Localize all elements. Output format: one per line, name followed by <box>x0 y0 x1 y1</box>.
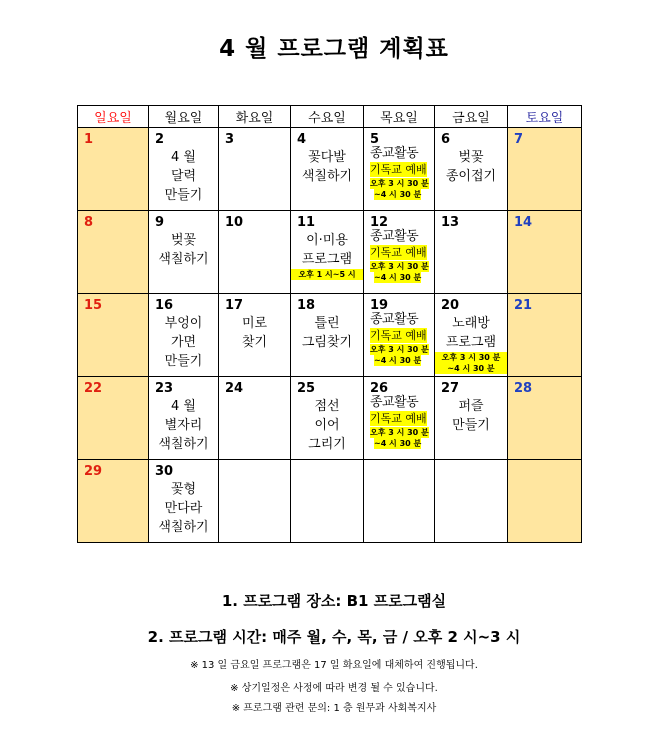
day-cell-5 <box>364 128 435 211</box>
activity <box>291 397 363 454</box>
day-number: 26 <box>370 381 389 396</box>
weekday-wednesday: 수요일 <box>291 106 364 128</box>
activity <box>149 148 218 205</box>
week-row-4 <box>78 377 582 460</box>
religion-activity <box>370 229 429 283</box>
day-number: 25 <box>297 381 316 396</box>
religion-time-start: 오후 3 시 30 분 <box>370 262 429 271</box>
week-row-2 <box>78 211 582 294</box>
activity-line: 미로 <box>241 316 268 331</box>
day-cell-22 <box>78 377 149 460</box>
activity <box>291 314 363 352</box>
day-cell-30 <box>149 460 219 543</box>
activity <box>219 314 290 352</box>
activity-line: 만다라 <box>164 501 203 516</box>
weekday-friday: 금요일 <box>435 106 508 128</box>
activity-line: 색칠하기 <box>301 169 353 184</box>
day-number: 13 <box>441 215 460 230</box>
day-cell-19 <box>364 294 435 377</box>
day-cell-27 <box>435 377 508 460</box>
activity-line: 색칠하기 <box>158 252 209 267</box>
day-cell-11 <box>291 211 364 294</box>
empty-cell <box>364 460 435 543</box>
day-cell-16 <box>149 294 219 377</box>
day-number: 16 <box>155 298 174 313</box>
day-number: 12 <box>370 215 389 230</box>
religion-service-label: 기독교 예배 <box>370 246 427 259</box>
day-cell-28 <box>508 377 582 460</box>
day-number: 14 <box>514 215 533 230</box>
activity-line: 퍼즐 <box>458 399 484 414</box>
activity-line: 노래방 <box>452 316 490 331</box>
note-inquiry: ※ 프로그램 관련 문의: 1 층 원무과 사회복지사 <box>231 703 437 714</box>
activity-line: 프로그램 <box>445 335 497 350</box>
religion-heading: 종교활동 <box>370 146 419 161</box>
religion-heading: 종교활동 <box>370 312 419 327</box>
religion-time-start: 오후 3 시 30 분 <box>370 179 429 188</box>
day-number: 30 <box>155 464 174 479</box>
activity-line: 색칠하기 <box>158 520 209 535</box>
religion-time-end: ~4 시 30 분 <box>374 439 422 448</box>
day-number: 7 <box>514 132 524 147</box>
religion-service-label: 기독교 예배 <box>370 163 427 176</box>
day-number: 10 <box>225 215 244 230</box>
religion-service-label: 기독교 예배 <box>370 412 427 425</box>
activity-line: 틀린 <box>314 316 340 331</box>
activity <box>435 314 507 374</box>
day-number: 8 <box>84 215 94 230</box>
day-number: 20 <box>441 298 460 313</box>
day-cell-10 <box>219 211 291 294</box>
religion-heading: 종교활동 <box>370 395 419 410</box>
day-cell-24 <box>219 377 291 460</box>
day-cell-4 <box>291 128 364 211</box>
day-number: 15 <box>84 298 103 313</box>
weekday-tuesday: 화요일 <box>219 106 291 128</box>
weekday-thursday: 목요일 <box>364 106 435 128</box>
day-number: 9 <box>155 215 165 230</box>
day-number: 27 <box>441 381 460 396</box>
day-number: 2 <box>155 132 165 147</box>
activity <box>149 480 218 537</box>
day-number: 29 <box>84 464 103 479</box>
day-number: 5 <box>370 132 380 147</box>
empty-cell <box>435 460 508 543</box>
note-schedule-change: ※ 상기일정은 사정에 따라 변경 될 수 있습니다. <box>230 683 438 694</box>
day-number: 24 <box>225 381 244 396</box>
activity-line: 4 월 <box>171 399 196 414</box>
religion-time-end: ~4 시 30 분 <box>374 273 422 282</box>
day-cell-17 <box>219 294 291 377</box>
program-time: 2. 프로그램 시간: 매주 월, 수, 목, 금 / 오후 2 시~3 시 <box>147 628 521 646</box>
religion-service-label: 기독교 예배 <box>370 329 427 342</box>
activity <box>149 231 218 269</box>
empty-cell <box>508 460 582 543</box>
week-row-1 <box>78 128 582 211</box>
day-cell-14 <box>508 211 582 294</box>
activity <box>435 148 507 186</box>
day-number: 11 <box>297 215 316 230</box>
activity <box>149 314 218 371</box>
week-row-3 <box>78 294 582 377</box>
day-cell-7 <box>508 128 582 211</box>
day-number: 21 <box>514 298 533 313</box>
calendar-table <box>77 105 582 543</box>
activity-line: 종이접기 <box>445 169 497 184</box>
weekday-saturday: 토요일 <box>508 106 582 128</box>
day-cell-8 <box>78 211 149 294</box>
day-number: 3 <box>225 132 235 147</box>
religion-time-start: 오후 3 시 30 분 <box>370 428 429 437</box>
activity-line: 점선 <box>314 399 340 414</box>
day-cell-12 <box>364 211 435 294</box>
activity-time-start: 오후 3 시 30 분 <box>435 352 507 363</box>
day-cell-20 <box>435 294 508 377</box>
activity <box>291 148 363 186</box>
activity-line: 그리기 <box>308 437 346 452</box>
day-cell-9 <box>149 211 219 294</box>
weekday-monday: 월요일 <box>149 106 219 128</box>
day-cell-25 <box>291 377 364 460</box>
activity-line: 만들기 <box>164 188 203 203</box>
day-cell-6 <box>435 128 508 211</box>
activity-line: 그림찾기 <box>301 335 353 350</box>
activity <box>291 231 363 280</box>
activity-time-end: ~4 시 30 분 <box>435 363 507 374</box>
day-cell-3 <box>219 128 291 211</box>
activity <box>149 397 218 454</box>
activity-line: 꽃형 <box>170 482 197 497</box>
day-number: 28 <box>514 381 533 396</box>
activity-line: 가면 <box>170 335 197 350</box>
day-number: 1 <box>84 132 94 147</box>
day-cell-1 <box>78 128 149 211</box>
religion-time-end: ~4 시 30 분 <box>374 356 422 365</box>
program-location: 1. 프로그램 장소: B1 프로그램실 <box>221 592 447 610</box>
activity-line: 달력 <box>170 169 197 184</box>
day-number: 18 <box>297 298 316 313</box>
activity-line: 만들기 <box>164 354 203 369</box>
day-cell-26 <box>364 377 435 460</box>
day-cell-29 <box>78 460 149 543</box>
day-cell-21 <box>508 294 582 377</box>
day-number: 19 <box>370 298 389 313</box>
page-title: 4 월 프로그램 계획표 <box>219 36 449 62</box>
weekday-sunday: 일요일 <box>78 106 149 128</box>
week-row-5 <box>78 460 582 543</box>
religion-time-end: ~4 시 30 분 <box>374 190 422 199</box>
activity-line: 프로그램 <box>301 252 353 267</box>
religion-time-start: 오후 3 시 30 분 <box>370 345 429 354</box>
day-cell-18 <box>291 294 364 377</box>
day-number: 22 <box>84 381 103 396</box>
activity <box>435 397 507 435</box>
activity-line: 만들기 <box>452 418 490 433</box>
note-substitution: ※ 13 일 금요일 프로그램은 17 일 화요일에 대체하여 진행됩니다. <box>190 660 478 671</box>
activity-line: 부엉이 <box>164 316 203 331</box>
religion-heading: 종교활동 <box>370 229 419 244</box>
day-cell-15 <box>78 294 149 377</box>
day-cell-23 <box>149 377 219 460</box>
religion-activity <box>370 146 429 200</box>
day-cell-13 <box>435 211 508 294</box>
weekday-header-row <box>78 106 582 128</box>
activity-line: 이어 <box>314 418 340 433</box>
activity-line: 별자리 <box>164 418 203 433</box>
day-number: 23 <box>155 381 174 396</box>
empty-cell <box>291 460 364 543</box>
religion-activity <box>370 395 429 449</box>
day-number: 4 <box>297 132 307 147</box>
activity-line: 벚꽃 <box>170 233 197 248</box>
activity-line: 찾기 <box>241 335 268 350</box>
activity-line: 색칠하기 <box>158 437 209 452</box>
activity-line: 꽃다발 <box>308 150 346 165</box>
day-cell-2 <box>149 128 219 211</box>
day-number: 17 <box>225 298 244 313</box>
activity-time: 오후 1 시~5 시 <box>291 269 363 280</box>
empty-cell <box>219 460 291 543</box>
religion-activity <box>370 312 429 366</box>
activity-line: 이·미용 <box>306 233 348 248</box>
activity-line: 4 월 <box>171 150 196 165</box>
activity-line: 벚꽃 <box>458 150 484 165</box>
day-number: 6 <box>441 132 451 147</box>
